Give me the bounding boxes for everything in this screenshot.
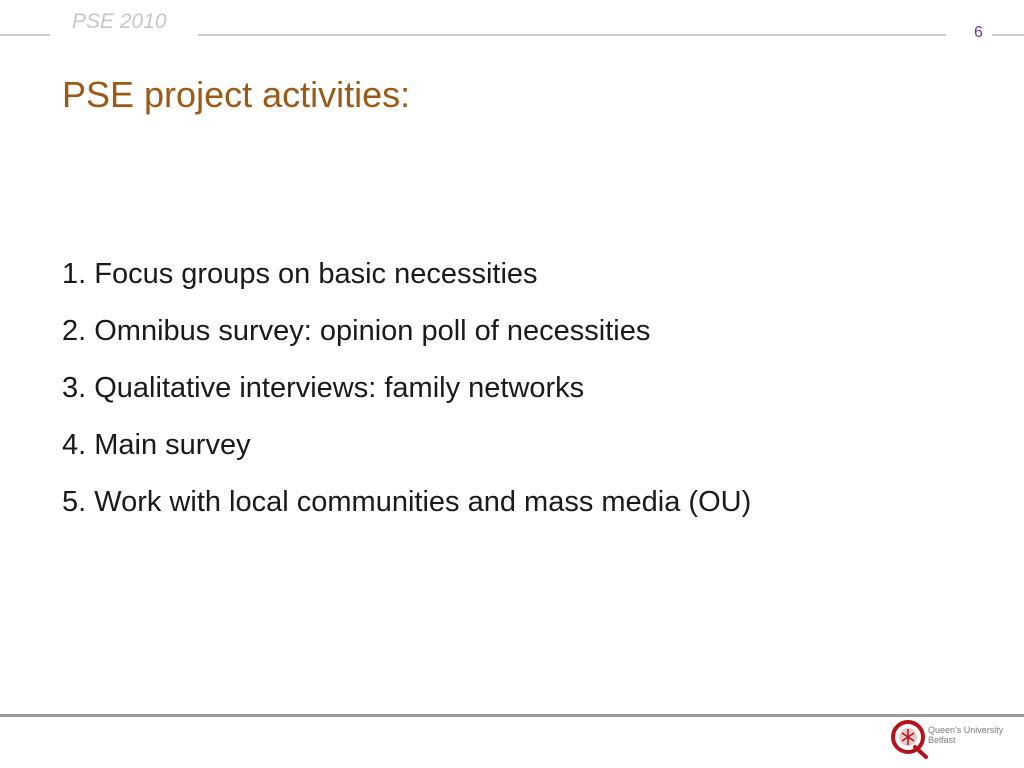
slide-title: PSE project activities: bbox=[62, 74, 411, 115]
activity-item-4: 4. Main survey bbox=[62, 429, 251, 461]
footer-rule bbox=[0, 714, 1024, 717]
header-rule-left bbox=[0, 34, 50, 36]
university-logo bbox=[888, 717, 1008, 761]
crest-q-icon bbox=[888, 717, 932, 761]
header-rule-tail bbox=[992, 34, 1024, 36]
activity-list bbox=[62, 246, 751, 531]
activity-item-5: 5. Work with local communities and mass media (OU) bbox=[62, 486, 752, 518]
activity-item-2: 2. Omnibus survey: opinion poll of necessities bbox=[62, 315, 651, 347]
slide-number: 6 bbox=[974, 24, 983, 41]
header-label: PSE 2010 bbox=[72, 10, 167, 33]
activity-item-3: 3. Qualitative interviews: family networks bbox=[62, 372, 585, 404]
header-rule-right bbox=[198, 34, 946, 36]
logo-text bbox=[928, 725, 1003, 745]
logo-line-2: Belfast bbox=[928, 735, 956, 745]
logo-line-1: Queen's University bbox=[928, 725, 1004, 735]
activity-item-1: 1. Focus groups on basic necessities bbox=[62, 258, 538, 290]
